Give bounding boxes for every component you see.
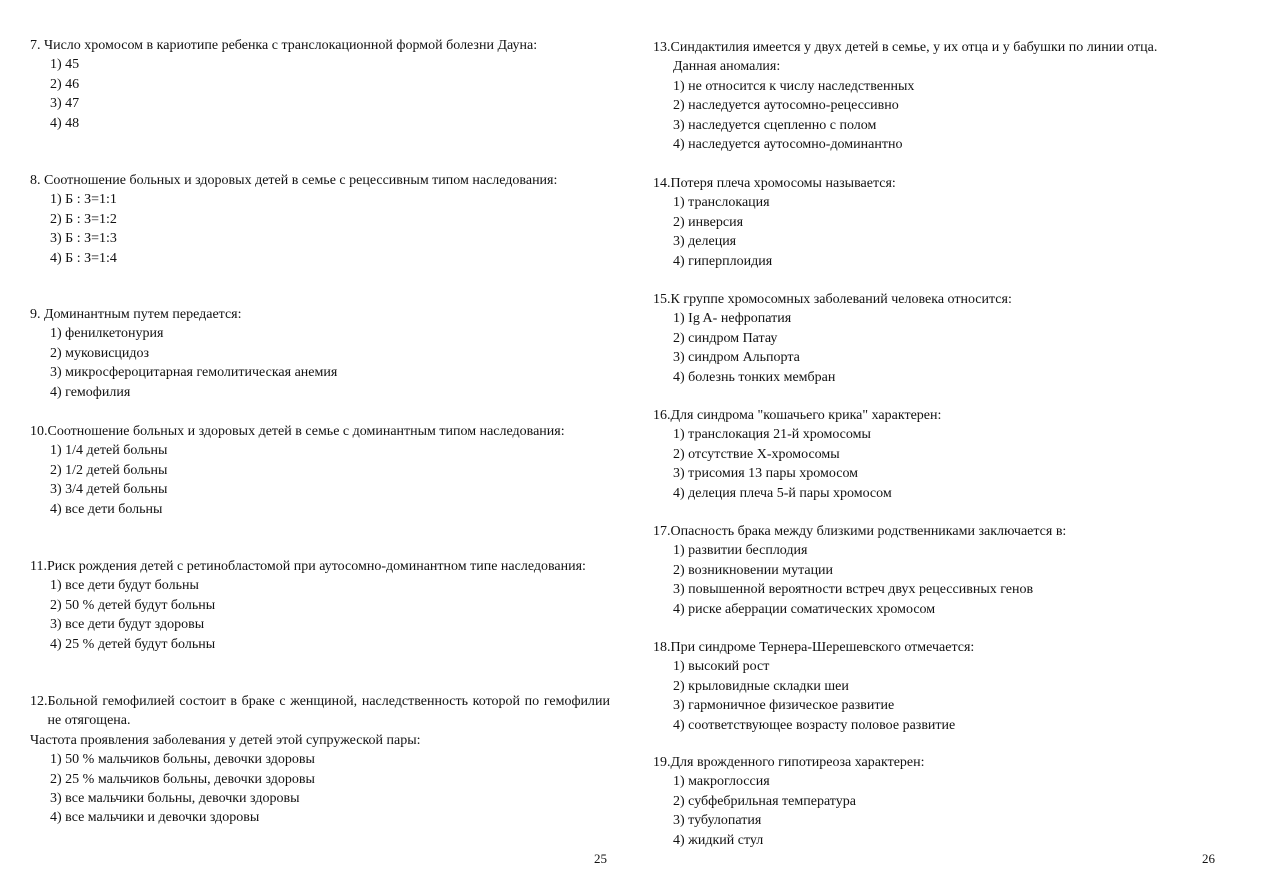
question-number: 12. [30, 694, 48, 709]
question-number: 15. [653, 292, 671, 307]
page-number: 25 [594, 851, 607, 866]
answer-option: 1) не относится к числу наследственных [673, 78, 915, 94]
question-number: 9. [30, 307, 44, 322]
question-number: 13. [653, 40, 671, 55]
question-text: Потеря плеча хромосомы называется: [670, 176, 896, 191]
answer-option: 2) синдром Патау [673, 330, 778, 346]
answer-options [653, 309, 1233, 387]
answer-option: 1) 1/4 детей больны [50, 443, 168, 459]
answer-option: 3) все дети будут здоровы [50, 617, 205, 633]
question-stem [653, 38, 1233, 57]
answer-option: 4) гемофилия [50, 384, 131, 400]
answer-option: 2) наследуется аутосомно-рецессивно [673, 98, 899, 114]
answer-option: 2) 25 % мальчиков больны, девочки здоровы [50, 771, 315, 787]
question-text: Соотношение больных и здоровых детей в семье с рецессивным типом наследования: [44, 173, 558, 188]
answer-option: 4) 48 [50, 115, 80, 131]
question-stem [653, 406, 1233, 425]
answer-options [30, 441, 610, 519]
answer-option: 1) 45 [50, 57, 80, 73]
question-stem [653, 522, 1233, 541]
answer-option: 2) 1/2 детей больны [50, 462, 168, 478]
question-15 [653, 290, 1233, 387]
answer-option: 2) 46 [50, 76, 80, 92]
question-number: 18. [653, 640, 671, 655]
answer-option: 3) гармоничное физическое развитие [673, 698, 895, 714]
question-text: Больной гемофилией состоит в браке с женщиной, наследственность которой по гемофилии не отягощена. [47, 694, 610, 729]
answer-option: 2) субфебрильная температура [673, 793, 856, 809]
answer-options [653, 657, 1233, 735]
answer-option: 1) Ig A- нефропатия [673, 311, 792, 327]
answer-option: 1) фенилкетонурия [50, 326, 164, 342]
question-16 [653, 406, 1233, 503]
answer-option: 4) все дети больны [50, 501, 163, 517]
question-text: Синдактилия имеется у двух детей в семье, у их отца и у бабушки по линии отца. [670, 40, 1158, 55]
answer-option: 4) делеция плеча 5-й пары хромосом [673, 485, 892, 501]
question-number: 8. [30, 173, 44, 188]
answer-option: 2) отсутствие Х-хромосомы [673, 446, 840, 462]
question-stem [30, 422, 610, 441]
answer-option: 2) 50 % детей будут больны [50, 597, 216, 613]
answer-option: 1) развитии бесплодия [673, 543, 808, 559]
answer-option: 3) 47 [50, 96, 80, 112]
answer-options [653, 772, 1233, 850]
answer-option: 1) 50 % мальчиков больны, девочки здоровы [50, 752, 315, 768]
left-page [0, 0, 631, 893]
answer-option: 4) жидкий стул [673, 832, 764, 848]
question-number: 17. [653, 524, 671, 539]
question-18 [653, 638, 1233, 735]
question-8 [30, 171, 610, 268]
answer-option: 2) инверсия [673, 214, 744, 230]
answer-option: 4) риске аберрации соматических хромосом [673, 601, 936, 617]
question-text: Доминантным путем передается: [44, 307, 242, 322]
answer-option: 3) синдром Альпорта [673, 350, 800, 366]
question-text: Число хромосом в кариотипе ребенка с транслокационной формой болезни Дауна: [44, 38, 538, 53]
answer-options [30, 55, 610, 133]
answer-option: 4) 25 % детей будут больны [50, 636, 216, 652]
question-text: Для врожденного гипотиреоза характерен: [670, 755, 925, 770]
question-text: Риск рождения детей с ретинобластомой при аутосомно-доминантном типе наследования: [46, 559, 586, 574]
answer-option: 1) высокий рост [673, 659, 770, 675]
answer-option: 4) гиперплоидия [673, 253, 773, 269]
answer-option: 4) все мальчики и девочки здоровы [50, 810, 260, 826]
question-number: 14. [653, 176, 671, 191]
answer-options [653, 193, 1233, 271]
answer-options [30, 750, 610, 828]
answer-option: 4) Б : З=1:4 [50, 250, 117, 266]
question-13 [653, 38, 1233, 154]
question-number: 16. [653, 408, 671, 423]
answer-options [30, 324, 610, 402]
answer-option: 3) микросфероцитарная гемолитическая анемия [50, 365, 338, 381]
answer-option: 3) делеция [673, 234, 737, 250]
question-note: Частота проявления заболевания у детей этой супружеской пары: [30, 732, 421, 748]
question-note: Данная аномалия: [673, 59, 781, 75]
answer-option: 2) муковисцидоз [50, 345, 150, 361]
question-10 [30, 422, 610, 519]
answer-options [653, 541, 1233, 619]
answer-option: 4) болезнь тонких мембран [673, 369, 836, 385]
question-text: Опасность брака между близкими родственниками заключается в: [670, 524, 1067, 539]
answer-option: 2) возникновении мутации [673, 562, 834, 578]
answer-option: 1) транслокация 21-й хромосомы [673, 427, 871, 443]
question-text: Для синдрома "кошачьего крика" характерен: [670, 408, 942, 423]
question-stem [653, 753, 1233, 772]
question-17 [653, 522, 1233, 619]
answer-options [30, 576, 610, 654]
question-9 [30, 305, 610, 402]
answer-option: 1) макроглоссия [673, 774, 770, 790]
question-stem [653, 290, 1233, 309]
answer-option: 3) Б : З=1:3 [50, 231, 117, 247]
answer-option: 3) повышенной вероятности встреч двух рецессивных генов [673, 582, 1034, 598]
question-11 [30, 557, 610, 654]
answer-option: 3) 3/4 детей больны [50, 482, 168, 498]
question-14 [653, 174, 1233, 271]
question-7 [30, 36, 610, 133]
answer-option: 3) тубулопатия [673, 813, 762, 829]
answer-options [653, 77, 1233, 155]
answer-option: 3) все мальчики больны, девочки здоровы [50, 791, 300, 807]
question-19 [653, 753, 1233, 850]
answer-option: 1) транслокация [673, 195, 770, 211]
question-text: К группе хромосомных заболеваний человека относится: [670, 292, 1012, 307]
answer-options [30, 190, 610, 268]
page-number: 26 [1202, 851, 1215, 866]
question-stem [30, 305, 610, 324]
answer-option: 3) наследуется сцепленно с полом [673, 117, 877, 133]
answer-option: 1) все дети будут больны [50, 578, 199, 594]
answer-option: 3) трисомия 13 пары хромосом [673, 466, 859, 482]
question-number: 10. [30, 424, 48, 439]
question-text: Соотношение больных и здоровых детей в семье с доминантным типом наследования: [47, 424, 565, 439]
answer-options [653, 425, 1233, 503]
question-stem [30, 557, 610, 576]
question-stem [30, 171, 610, 190]
right-page [631, 0, 1263, 893]
question-stem [30, 692, 610, 731]
question-stem [30, 36, 610, 55]
question-number: 7. [30, 38, 44, 53]
question-stem [653, 174, 1233, 193]
question-number: 19. [653, 755, 671, 770]
question-text: При синдроме Тернера-Шерешевского отмечается: [670, 640, 975, 655]
question-number: 11. [30, 559, 47, 574]
answer-option: 4) соответствующее возрасту половое развитие [673, 717, 956, 733]
question-12 [30, 692, 610, 828]
question-stem [653, 638, 1233, 657]
answer-option: 4) наследуется аутосомно-доминантно [673, 137, 903, 153]
answer-option: 2) крыловидные складки шеи [673, 678, 849, 694]
answer-option: 1) Б : З=1:1 [50, 192, 117, 208]
answer-option: 2) Б : З=1:2 [50, 211, 117, 227]
